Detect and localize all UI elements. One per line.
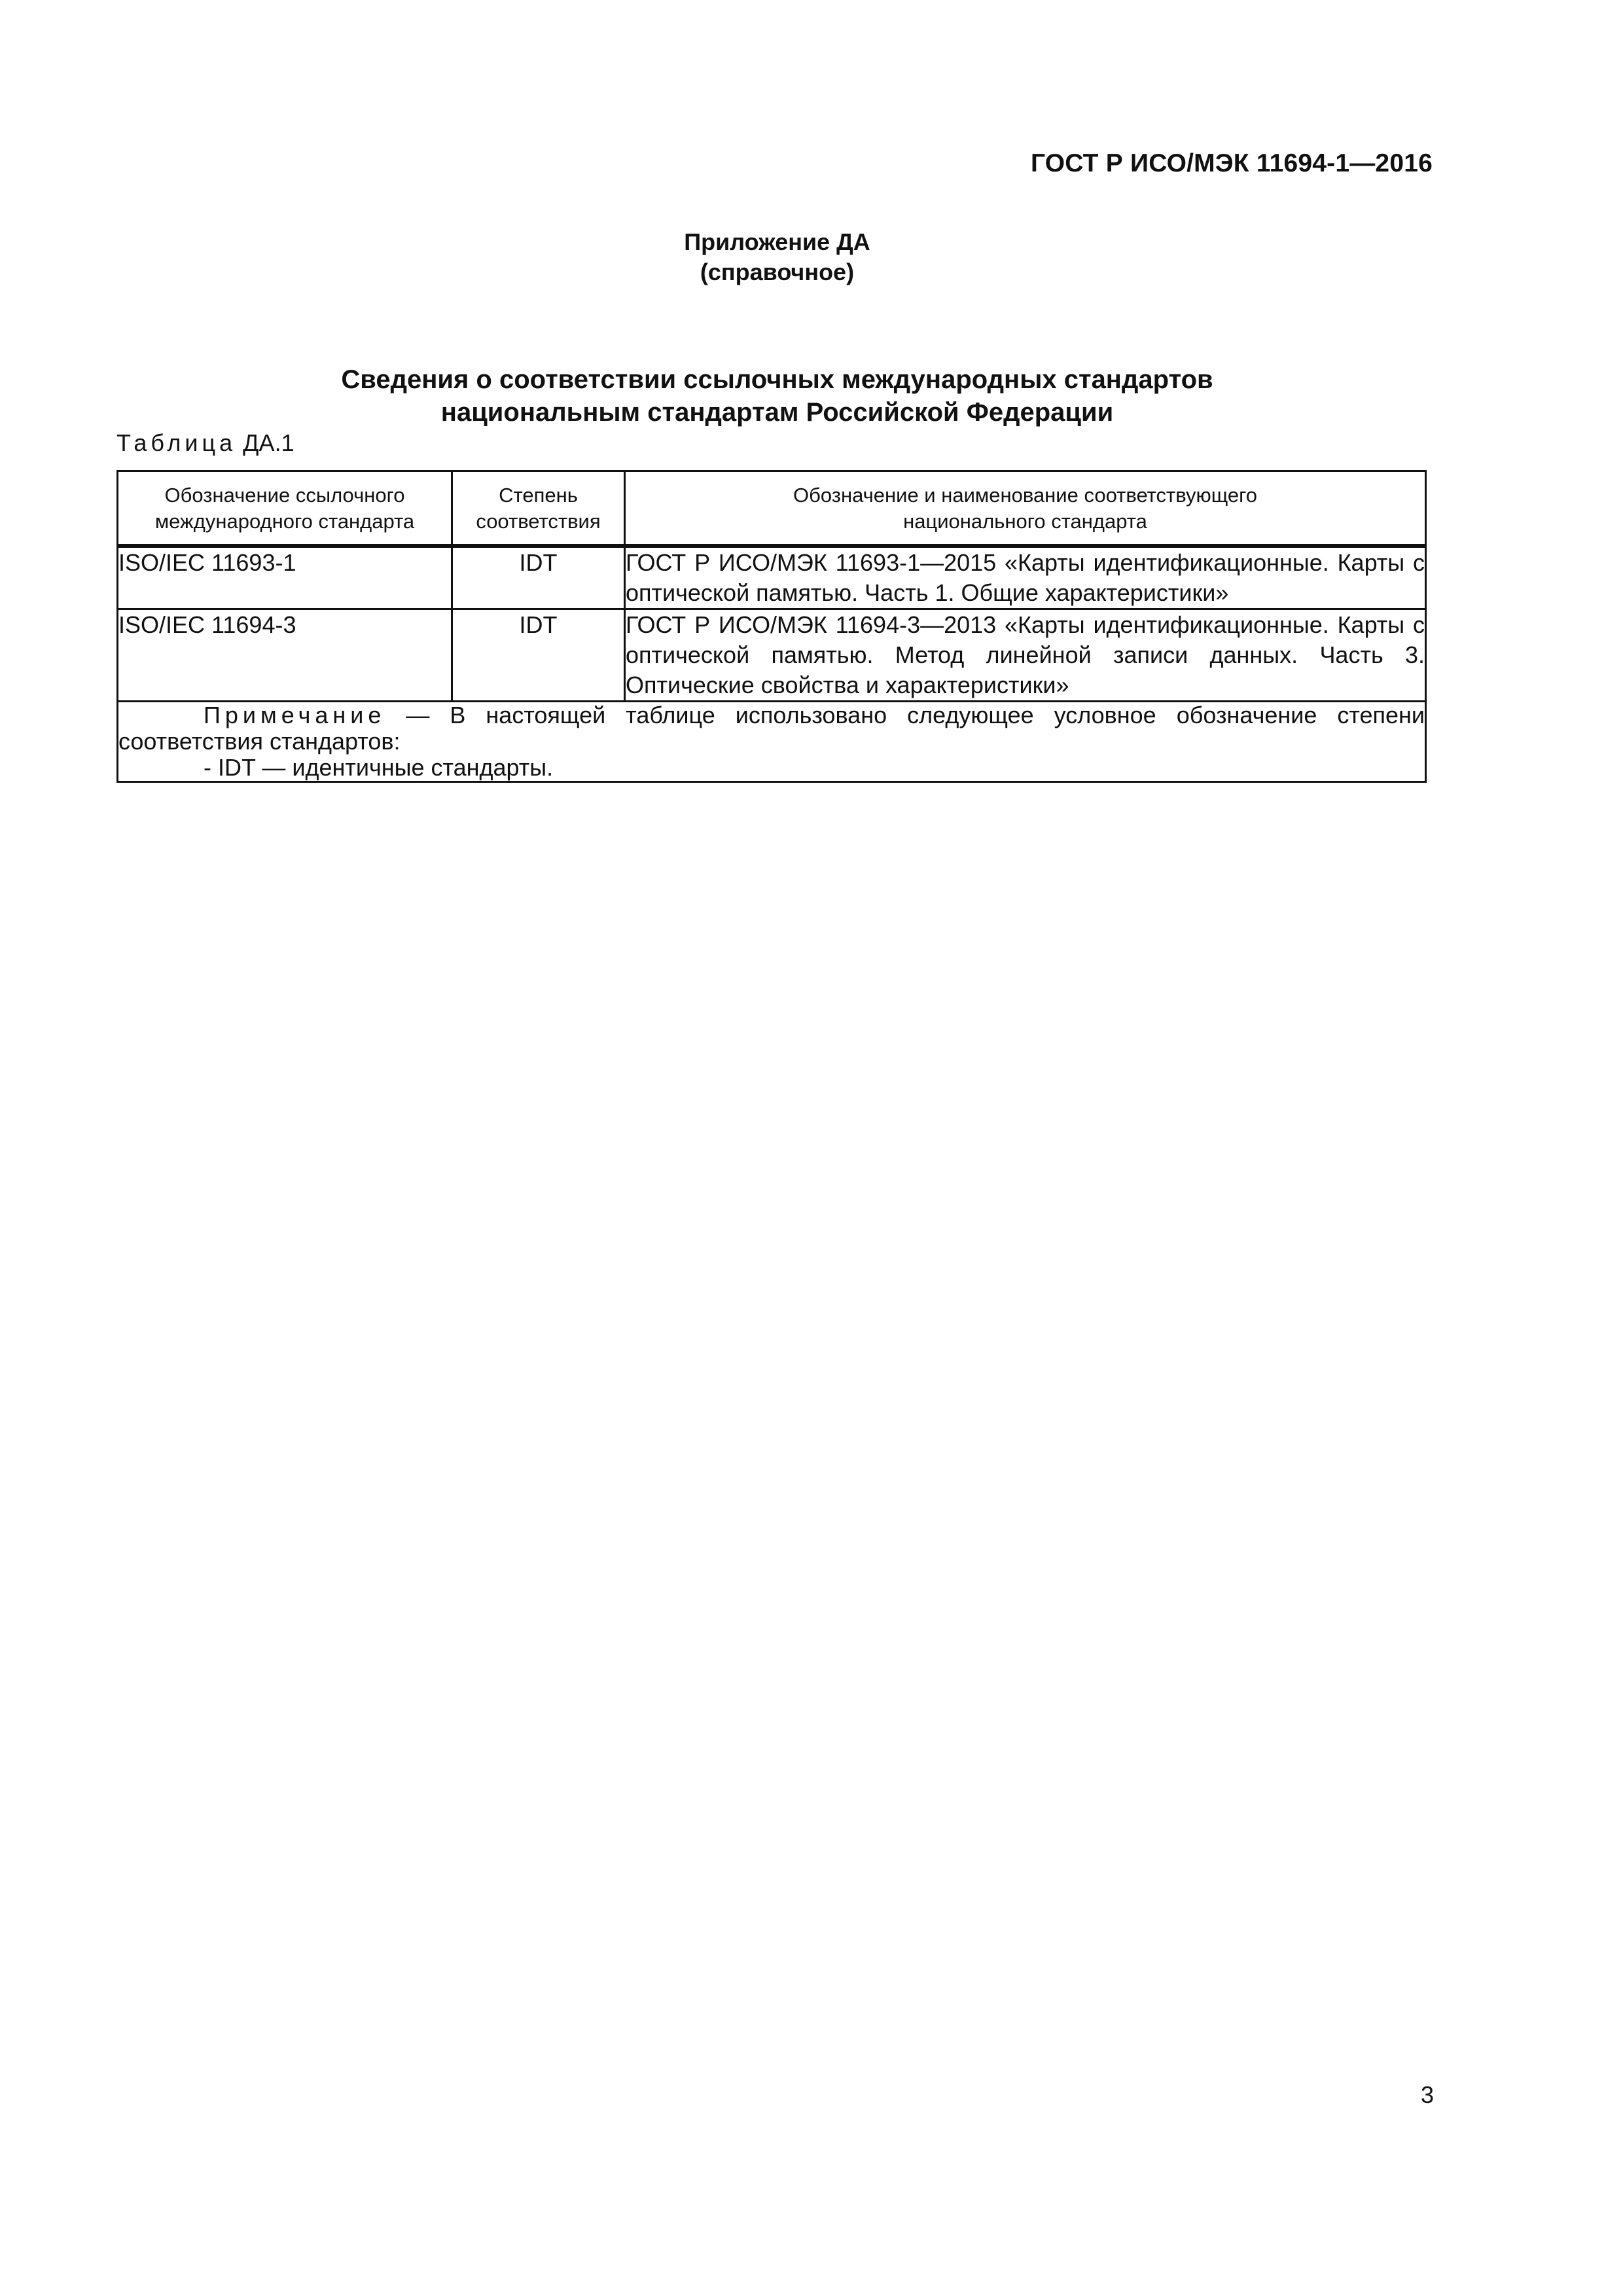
cell-conformance-degree: IDT — [452, 609, 625, 702]
table-row — [118, 609, 1426, 702]
section-title — [0, 363, 1554, 429]
note-item: - IDT — идентичные стандарты. — [204, 754, 554, 781]
appendix-title: Приложение ДА — [684, 228, 870, 255]
note-text: — В настоящей таблице использовано следующее условное обозначение степени соответствия стандартов: — [118, 702, 1425, 755]
cell-conformance-degree: IDT — [452, 546, 625, 609]
note-label: Примечание — [204, 702, 386, 728]
appendix-heading — [0, 227, 1554, 287]
cell-national-standard: ГОСТ Р ИСО/МЭК 11693-1—2015 «Карты идентификационные. Карты с оптической памятью. Часть 1. Общие характеристики» — [625, 546, 1426, 609]
appendix-subtitle: (справочное) — [700, 259, 855, 285]
section-title-line2: национальным стандартам Российской Федерации — [440, 398, 1114, 427]
table-header-row — [118, 471, 1426, 547]
cell-international-standard: ISO/IEC 11694-3 — [118, 609, 452, 702]
table-note — [118, 702, 1426, 782]
table-label-number: ДА.1 — [243, 429, 294, 456]
table-note-row — [118, 702, 1426, 782]
table-label-word: Таблица — [116, 429, 237, 456]
section-title-line1: Сведения о соответствии ссылочных международных стандартов — [341, 365, 1213, 394]
conformance-table — [116, 470, 1427, 783]
header-international-standard: Обозначение ссылочного международного стандарта — [118, 471, 452, 547]
table-label — [116, 429, 294, 457]
cell-international-standard: ISO/IEC 11693-1 — [118, 546, 452, 609]
table-row — [118, 546, 1426, 609]
document-code: ГОСТ Р ИСО/МЭК 11694-1—2016 — [1030, 149, 1433, 177]
cell-national-standard: ГОСТ Р ИСО/МЭК 11694-3—2013 «Карты идентификационные. Карты с оптической памятью. Метод линейной записи данных. Часть 3. Оптические свойства и характеристики» — [625, 609, 1426, 702]
header-conformance-degree: Степень соответствия — [452, 471, 625, 547]
header-national-standard: Обозначение и наименование соответствующего национального стандарта — [625, 471, 1426, 547]
page-number: 3 — [1420, 2081, 1434, 2108]
